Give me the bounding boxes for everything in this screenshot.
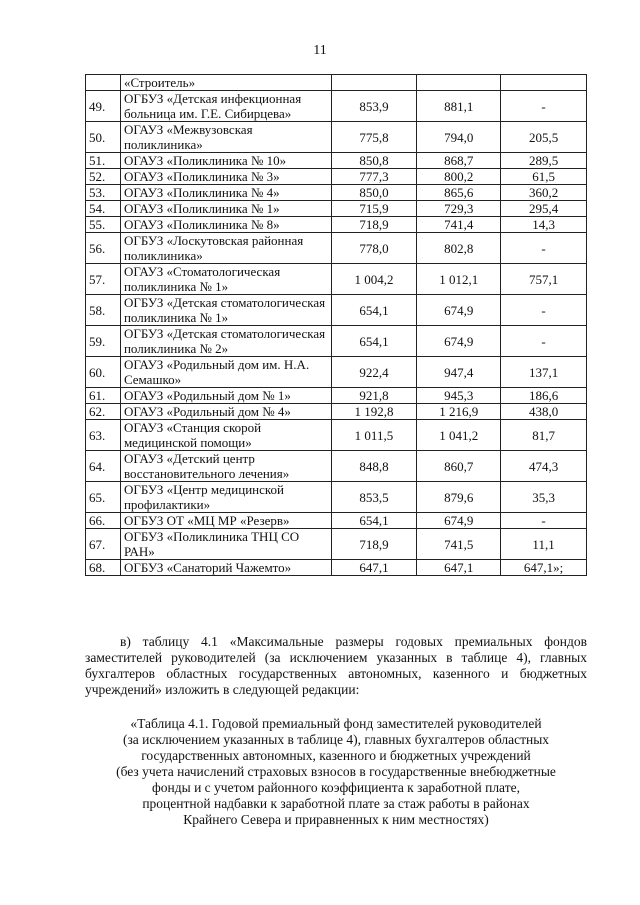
row-number <box>86 75 121 91</box>
table-row <box>86 295 587 326</box>
institution-name: ОГАУЗ «Поликлиника № 1» <box>120 201 331 217</box>
value-col-2: 741,4 <box>417 217 501 233</box>
row-number: 66. <box>86 513 121 529</box>
institution-name: ОГБУЗ «Детская инфекционная больница им. Г.Е. Сибирцева» <box>120 91 331 122</box>
value-col-2: 800,2 <box>417 169 501 185</box>
value-col-1: 848,8 <box>331 451 417 482</box>
row-number: 51. <box>86 153 121 169</box>
value-col-3: - <box>501 233 587 264</box>
value-col-1: 718,9 <box>331 217 417 233</box>
table-row <box>86 233 587 264</box>
value-col-1: 853,9 <box>331 91 417 122</box>
value-col-3: 35,3 <box>501 482 587 513</box>
value-col-3: 14,3 <box>501 217 587 233</box>
row-number: 50. <box>86 122 121 153</box>
table-body <box>86 75 587 576</box>
row-number: 60. <box>86 357 121 388</box>
table-row <box>86 91 587 122</box>
value-col-1: 777,3 <box>331 169 417 185</box>
table-row <box>86 122 587 153</box>
value-col-2: 674,9 <box>417 513 501 529</box>
row-number: 56. <box>86 233 121 264</box>
value-col-3: 438,0 <box>501 404 587 420</box>
value-col-2: 865,6 <box>417 185 501 201</box>
value-col-2: 945,3 <box>417 388 501 404</box>
value-col-1: 775,8 <box>331 122 417 153</box>
row-number: 53. <box>86 185 121 201</box>
value-col-3: 137,1 <box>501 357 587 388</box>
value-col-2: 674,9 <box>417 295 501 326</box>
premium-fund-table <box>85 74 587 576</box>
caption-line: государственных автономных, казенного и бюджетных учреждений <box>141 748 531 763</box>
value-col-1 <box>331 75 417 91</box>
institution-name: ОГБУЗ «Санаторий Чажемто» <box>120 560 331 576</box>
institution-name: ОГАУЗ «Родильный дом им. Н.А. Семашко» <box>120 357 331 388</box>
value-col-2: 1 012,1 <box>417 264 501 295</box>
value-col-1: 853,5 <box>331 482 417 513</box>
institution-name: ОГАУЗ «Стоматологическая поликлиника № 1» <box>120 264 331 295</box>
value-col-2: 674,9 <box>417 326 501 357</box>
value-col-3: 474,3 <box>501 451 587 482</box>
value-col-3: - <box>501 295 587 326</box>
table-row <box>86 560 587 576</box>
table-row <box>86 326 587 357</box>
institution-name: ОГАУЗ «Детский центр восстановительного лечения» <box>120 451 331 482</box>
value-col-3: 360,2 <box>501 185 587 201</box>
institution-name: ОГАУЗ «Поликлиника № 3» <box>120 169 331 185</box>
value-col-1: 654,1 <box>331 326 417 357</box>
value-col-3: 186,6 <box>501 388 587 404</box>
value-col-2: 741,5 <box>417 529 501 560</box>
row-number: 59. <box>86 326 121 357</box>
value-col-1: 715,9 <box>331 201 417 217</box>
table-row <box>86 185 587 201</box>
institution-name: ОГАУЗ «Поликлиника № 4» <box>120 185 331 201</box>
row-number: 67. <box>86 529 121 560</box>
value-col-1: 921,8 <box>331 388 417 404</box>
table-row <box>86 201 587 217</box>
value-col-2: 794,0 <box>417 122 501 153</box>
value-col-2: 881,1 <box>417 91 501 122</box>
caption-line: (без учета начислений страховых взносов в государственные внебюджетные <box>116 764 556 779</box>
caption-line: процентной надбавки к заработной плате за стаж работы в районах <box>142 796 530 811</box>
table-row <box>86 404 587 420</box>
institution-name: ОГБУЗ «Детская стоматологическая поликлиника № 1» <box>120 295 331 326</box>
value-col-2: 802,8 <box>417 233 501 264</box>
table-row <box>86 482 587 513</box>
institution-name: ОГБУЗ «Детская стоматологическая поликлиника № 2» <box>120 326 331 357</box>
value-col-2: 1 216,9 <box>417 404 501 420</box>
value-col-2: 647,1 <box>417 560 501 576</box>
value-col-3: 647,1»; <box>501 560 587 576</box>
caption-line: (за исключением указанных в таблице 4), главных бухгалтеров областных <box>122 732 550 747</box>
value-col-3: 61,5 <box>501 169 587 185</box>
row-number: 62. <box>86 404 121 420</box>
value-col-1: 850,8 <box>331 153 417 169</box>
row-number: 63. <box>86 420 121 451</box>
value-col-3: 295,4 <box>501 201 587 217</box>
value-col-3: 757,1 <box>501 264 587 295</box>
table-row <box>86 420 587 451</box>
row-number: 68. <box>86 560 121 576</box>
value-col-2: 947,4 <box>417 357 501 388</box>
value-col-2: 879,6 <box>417 482 501 513</box>
table-row <box>86 217 587 233</box>
value-col-1: 1 011,5 <box>331 420 417 451</box>
value-col-3: 11,1 <box>501 529 587 560</box>
value-col-3: - <box>501 513 587 529</box>
table-row <box>86 513 587 529</box>
caption-line: фонды и с учетом районного коэффициента к заработной плате, <box>152 780 520 795</box>
value-col-1: 850,0 <box>331 185 417 201</box>
value-col-2: 1 041,2 <box>417 420 501 451</box>
institution-name: ОГАУЗ «Межвузовская поликлиника» <box>120 122 331 153</box>
institution-name: ОГБУЗ «Лоскутовская районная поликлиника» <box>120 233 331 264</box>
value-col-2: 868,7 <box>417 153 501 169</box>
caption-line: Крайнего Севера и приравненных к ним местностях) <box>183 812 489 827</box>
value-col-1: 654,1 <box>331 513 417 529</box>
institution-name: ОГБУЗ «Центр медицинской профилактики» <box>120 482 331 513</box>
institution-name: ОГБУЗ ОТ «МЦ МР «Резерв» <box>120 513 331 529</box>
value-col-3: 81,7 <box>501 420 587 451</box>
table-row <box>86 357 587 388</box>
row-number: 52. <box>86 169 121 185</box>
table-row <box>86 75 587 91</box>
table-row <box>86 529 587 560</box>
value-col-3: - <box>501 91 587 122</box>
value-col-3: - <box>501 326 587 357</box>
value-col-1: 922,4 <box>331 357 417 388</box>
row-number: 54. <box>86 201 121 217</box>
value-col-2: 860,7 <box>417 451 501 482</box>
table-row <box>86 451 587 482</box>
institution-name: ОГАУЗ «Станция скорой медицинской помощи» <box>120 420 331 451</box>
caption-line: «Таблица 4.1. Годовой премиальный фонд заместителей руководителей <box>130 716 542 731</box>
value-col-3 <box>501 75 587 91</box>
value-col-3: 205,5 <box>501 122 587 153</box>
table-row <box>86 169 587 185</box>
row-number: 55. <box>86 217 121 233</box>
value-col-2: 729,3 <box>417 201 501 217</box>
institution-name: ОГБУЗ «Поликлиника ТНЦ СО РАН» <box>120 529 331 560</box>
row-number: 57. <box>86 264 121 295</box>
value-col-1: 647,1 <box>331 560 417 576</box>
institution-name: ОГАУЗ «Родильный дом № 4» <box>120 404 331 420</box>
value-col-1: 718,9 <box>331 529 417 560</box>
institution-name: ОГАУЗ «Родильный дом № 1» <box>120 388 331 404</box>
row-number: 49. <box>86 91 121 122</box>
row-number: 64. <box>86 451 121 482</box>
value-col-1: 778,0 <box>331 233 417 264</box>
institution-name: ОГАУЗ «Поликлиника № 10» <box>120 153 331 169</box>
institution-name: ОГАУЗ «Поликлиника № 8» <box>120 217 331 233</box>
row-number: 58. <box>86 295 121 326</box>
value-col-1: 654,1 <box>331 295 417 326</box>
table-4-1-caption <box>85 716 587 828</box>
table-row <box>86 153 587 169</box>
value-col-3: 289,5 <box>501 153 587 169</box>
paragraph-v: в) таблицу 4.1 «Максимальные размеры годовых премиальных фондов заместителей руководителей (за исключением указанных в таблице 4), главных бухгалтеров областных государственных автономных, казенного и бюджетных учреждений» изложить в следующей редакции: <box>85 634 587 697</box>
value-col-2 <box>417 75 501 91</box>
table-row <box>86 264 587 295</box>
institution-name: «Строитель» <box>120 75 331 91</box>
value-col-1: 1 004,2 <box>331 264 417 295</box>
table-row <box>86 388 587 404</box>
row-number: 65. <box>86 482 121 513</box>
value-col-1: 1 192,8 <box>331 404 417 420</box>
row-number: 61. <box>86 388 121 404</box>
page-number: 11 <box>313 43 327 58</box>
